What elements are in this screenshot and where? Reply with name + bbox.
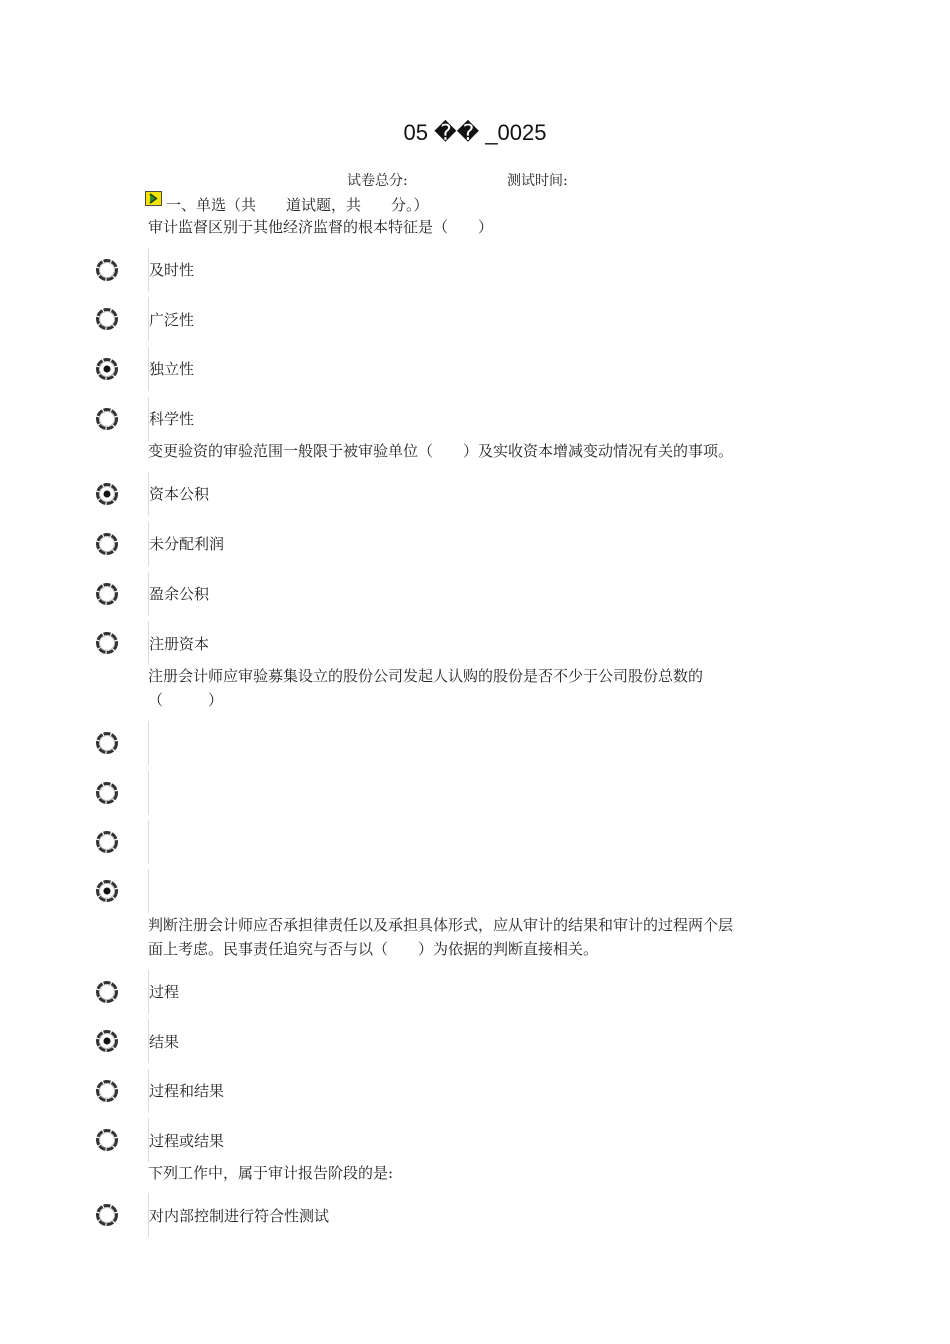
radio-button[interactable] [95,1079,119,1103]
radio-button[interactable] [95,532,119,556]
radio-button[interactable] [95,1203,119,1227]
total-score-label: 试卷总分: [347,173,408,189]
radio-button[interactable] [95,731,119,755]
option-label: 盈余公积 [149,585,210,603]
radio-button[interactable] [95,258,119,282]
radio-ring [98,1131,117,1150]
question-5-text: 下列工作中，属于审计报告阶段的是: [148,1164,394,1182]
radio-selected-dot [104,1038,111,1045]
radio-ring [98,983,117,1002]
radio-ring [98,784,117,803]
radio-button[interactable] [95,407,119,431]
option-divider [148,869,149,913]
option-label: 结果 [149,1033,180,1051]
option-label: 过程或结果 [149,1132,225,1150]
option-label: 对内部控制进行符合性测试 [149,1207,330,1225]
radio-ring [98,734,117,753]
radio-button[interactable] [95,307,119,331]
radio-button[interactable] [95,781,119,805]
radio-ring [98,535,117,554]
radio-button[interactable] [95,1128,119,1152]
option-divider [148,721,149,765]
radio-ring [98,410,117,429]
radio-button-selected[interactable] [95,879,119,903]
radio-ring [98,310,117,329]
question-4-text-continued: 面上考虑。民事责任追究与否与以（ ）为依据的判断直接相关。 [148,940,599,958]
option-label: 科学性 [149,410,195,428]
option-label: 过程 [149,983,180,1001]
radio-button-selected[interactable] [95,357,119,381]
question-3-text: 注册会计师应审验募集设立的股份公司发起人认购的股份是否不少于公司股份总数的 [148,667,704,685]
test-time-label: 测试时间: [507,173,568,189]
question-4-text: 判断注册会计师应否承担律责任以及承担具体形式，应从审计的结果和审计的过程两个层 [148,916,734,934]
option-label: 过程和结果 [149,1082,225,1100]
radio-button[interactable] [95,631,119,655]
section-toggle-icon[interactable] [145,191,162,206]
question-2-text: 变更验资的审验范围一般限于被审验单位（ ）及实收资本增减变动情况有关的事项。 [148,442,734,460]
option-label: 独立性 [149,360,195,378]
question-1-text: 审计监督区别于其他经济监督的根本特征是（ ） [148,218,494,236]
radio-button[interactable] [95,830,119,854]
question-3-text-continued: （ ） [148,691,224,709]
radio-ring [98,585,117,604]
radio-ring [98,833,117,852]
page-title: 05 �� _0025 [403,120,547,145]
section-header: 一、单选（共 道试题，共 分。） [166,196,429,214]
radio-ring [98,1082,117,1101]
radio-selected-dot [104,888,111,895]
radio-button[interactable] [95,980,119,1004]
radio-ring [98,261,117,280]
option-label: 及时性 [149,261,195,279]
option-label: 未分配利润 [149,535,225,553]
radio-button-selected[interactable] [95,1029,119,1053]
radio-button-selected[interactable] [95,482,119,506]
option-label: 注册资本 [149,635,210,653]
option-label: 资本公积 [149,485,210,503]
radio-selected-dot [104,366,111,373]
option-divider [148,820,149,864]
radio-ring [98,1206,117,1225]
radio-button[interactable] [95,582,119,606]
option-label: 广泛性 [149,311,195,329]
option-divider [148,771,149,815]
radio-ring [98,634,117,653]
radio-selected-dot [104,491,111,498]
